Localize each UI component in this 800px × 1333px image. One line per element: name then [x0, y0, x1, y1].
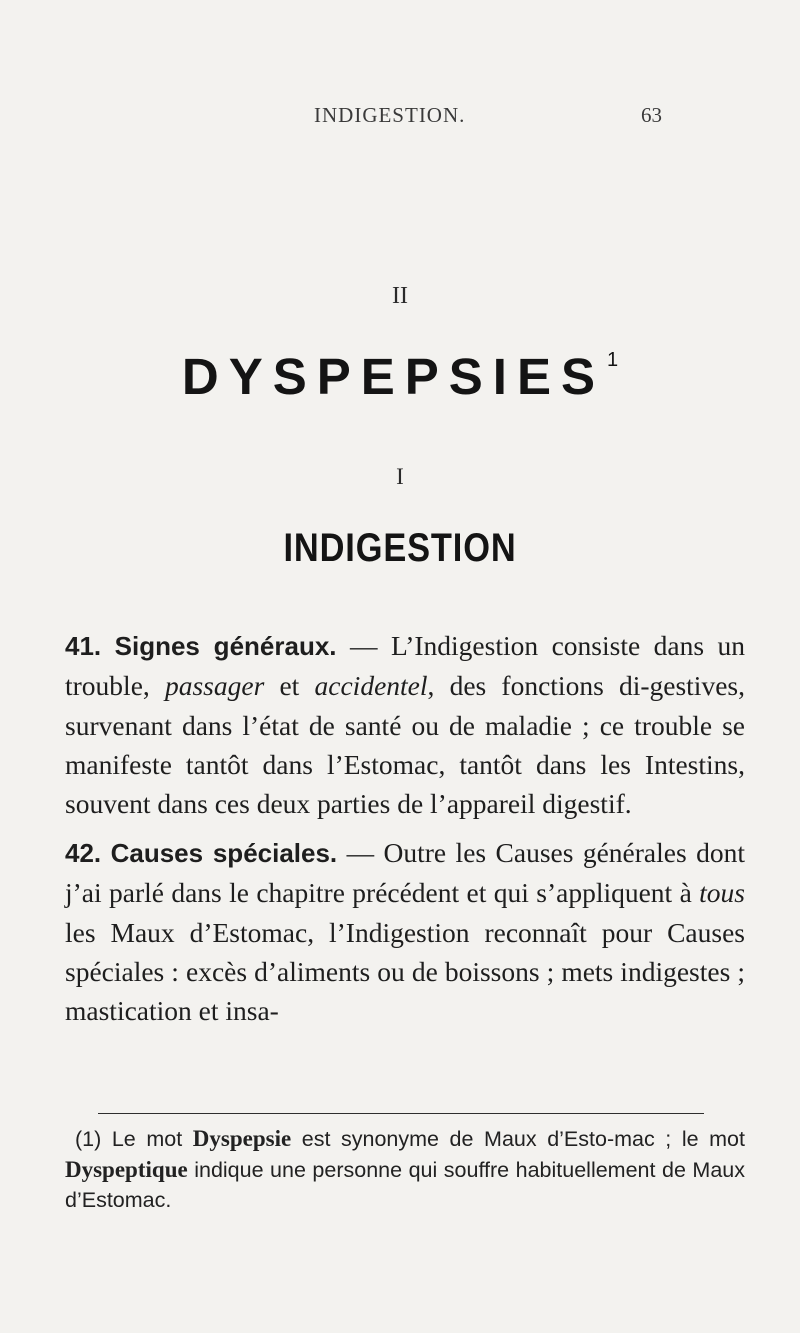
- paragraph-text: L’Indigestion consiste dans un trouble,: [65, 630, 746, 702]
- paragraph-42: [65, 833, 745, 1030]
- part-title: [0, 347, 800, 406]
- footnote-divider: [98, 1113, 704, 1114]
- paragraph-emphasis: accidentel: [314, 670, 428, 702]
- footnote-text: est synonyme de Maux d’Esto-mac ; le mot: [291, 1127, 745, 1151]
- paragraph-number: 42.: [65, 838, 102, 868]
- paragraph-text: les Maux d’Estomac, l’Indigestion reconnaît pour Causes spéciales : excès d’aliments ou de boissons ; mets indigestes ; mastication et insa-: [65, 916, 745, 1027]
- page-number: 63: [641, 103, 662, 127]
- paragraph-41: [65, 626, 745, 823]
- footnote-marker: (1): [75, 1127, 102, 1151]
- footnote-text: Le mot: [101, 1127, 193, 1151]
- paragraph-text: Outre les Causes générales dont j’ai parlé dans le chapitre précédent et qui s’appliquent à: [65, 837, 745, 909]
- footnote-ref: 1: [607, 349, 619, 371]
- paragraph-text: , des fonctions di-gestives, survenant dans l’état de santé ou de maladie ; ce trouble se manifeste tantôt dans l’Estomac, tantôt dans les Intestins, souvent dans ces deux parties de l’appareil digestif.: [65, 670, 745, 820]
- paragraph-dash: —: [337, 837, 384, 868]
- running-title: INDIGESTION.: [314, 103, 466, 127]
- paragraph-emphasis: passager: [164, 670, 265, 702]
- footnote: [65, 1124, 745, 1216]
- footnote-text: indique une personne qui souffre habituellement de Maux d’Estomac.: [65, 1157, 745, 1212]
- chapter-title: INDIGESTION: [283, 526, 517, 570]
- part-title-text: DYSPEPSIES: [181, 348, 605, 405]
- paragraph-heading: Causes spéciales.: [110, 838, 338, 868]
- running-head: [0, 103, 800, 133]
- paragraph-number: 41.: [65, 631, 102, 661]
- part-number: II: [392, 283, 408, 309]
- paragraph-emphasis: tous: [699, 877, 745, 909]
- chapter-number: I: [396, 464, 404, 489]
- paragraph-text: et: [264, 670, 315, 702]
- paragraph-dash: —: [336, 630, 391, 661]
- paragraph-heading: Signes généraux.: [114, 631, 337, 661]
- footnote-term: Dyspepsie: [192, 1126, 292, 1151]
- footnote-term: Dyspeptique: [65, 1156, 188, 1182]
